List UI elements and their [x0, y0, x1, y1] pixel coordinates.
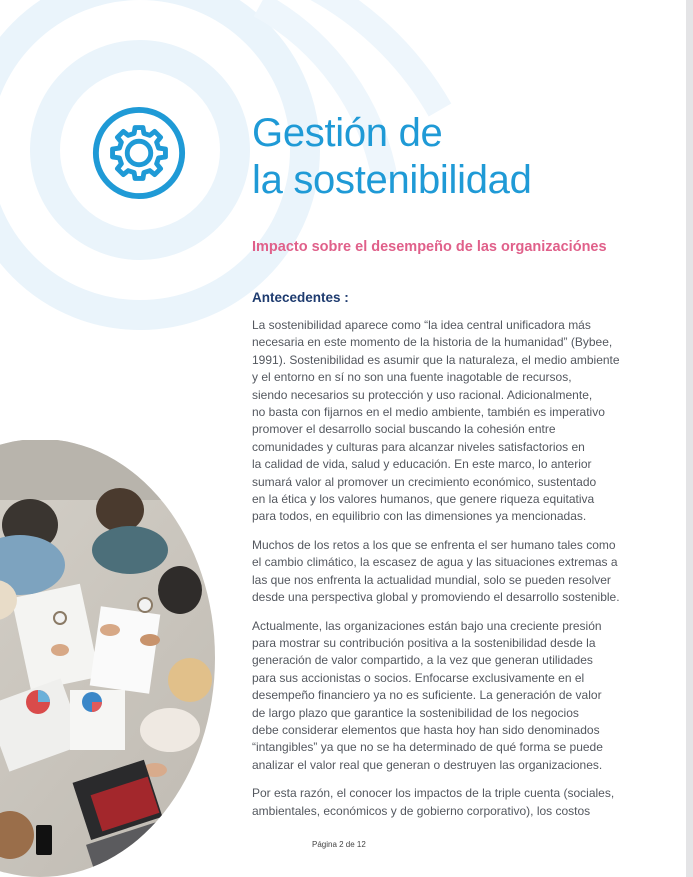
- page-edge: [686, 0, 693, 877]
- body-line: “intangibles” ya que no se ha determinado de qué forma se puede: [252, 740, 603, 755]
- body-line: desde una perspectiva global y promoviendo el desarrollo sostenible.: [252, 590, 620, 605]
- title-line-1: Gestión de: [252, 111, 443, 155]
- gear-icon: [90, 104, 188, 202]
- body-paragraph: [252, 317, 622, 526]
- body-line: Muchos de los retos a los que se enfrenta el ser humano tales como: [252, 537, 616, 552]
- body-line: Actualmente, las organizaciones están bajo una creciente presión: [252, 618, 602, 633]
- body-line: sumará valor al promover un crecimiento económico, sustentado: [252, 474, 597, 489]
- body-text: [252, 317, 622, 831]
- body-paragraph: [252, 537, 622, 607]
- body-paragraph: [252, 618, 622, 775]
- body-line: de largo plazo que garantice la sostenibilidad de los negocios: [252, 705, 579, 720]
- body-line: para mostrar su contribución positiva a la sostenibilidad desde la: [252, 635, 596, 650]
- body-line: debe considerar elementos que hasta hoy han sido denominados: [252, 722, 600, 737]
- body-line: 1991). Sostenibilidad es asumir que la naturaleza, el medio ambiente: [252, 352, 620, 367]
- body-line: necesaria en este momento de la historia de la humanidad” (Bybee,: [252, 335, 613, 350]
- body-line: desempeño financiero ya no es suficiente. La generación de valor: [252, 688, 602, 703]
- body-paragraph: [252, 785, 622, 820]
- body-line: el cambio climático, la escasez de agua y las situaciones extremas a: [252, 555, 618, 570]
- body-line: no basta con fijarnos en el medio ambiente, también es imperativo: [252, 405, 605, 420]
- section-heading: Antecedentes :: [252, 290, 349, 305]
- title-line-2: la sostenibilidad: [252, 158, 532, 202]
- body-line: Por esta razón, el conocer los impactos de la triple cuenta (sociales,: [252, 786, 615, 801]
- body-line: en la ética y los valores humanos, que genere riqueza equitativa: [252, 492, 595, 507]
- page-title: [252, 110, 532, 204]
- subtitle: Impacto sobre el desempeño de las organizaciónes: [252, 239, 607, 255]
- body-line: las que nos enfrenta la actualidad mundial, solo se pueden resolver: [252, 572, 611, 587]
- body-line: siendo necesarios su protección y uso racional. Adicionalmente,: [252, 387, 593, 402]
- body-line: la calidad de vida, salud y educación. En este marco, lo anterior: [252, 457, 592, 472]
- body-line: y el entorno en sí no son una fuente inagotable de recursos,: [252, 370, 572, 385]
- body-line: comunidades y culturas para alcanzar niveles satisfactorios en: [252, 439, 585, 454]
- body-line: generación de valor compartido, a la vez que generan utilidades: [252, 653, 593, 668]
- body-line: ambientales, económicos y de gobierno corporativo), los costos: [252, 803, 591, 818]
- team-meeting-photo: [0, 440, 215, 877]
- body-line: promover el desarrollo social buscando la cohesión entre: [252, 422, 556, 437]
- page-number: Página 2 de 12: [312, 840, 366, 849]
- body-line: La sostenibilidad aparece como “la idea central unificadora más: [252, 318, 591, 332]
- body-line: analizar el valor real que generan o destruyen las organizaciones.: [252, 757, 603, 772]
- body-line: para todos, en equilibrio con las dimensiones ya mencionadas.: [252, 509, 587, 524]
- body-line: para sus accionistas o socios. Enfocarse exclusivamente en el: [252, 670, 585, 685]
